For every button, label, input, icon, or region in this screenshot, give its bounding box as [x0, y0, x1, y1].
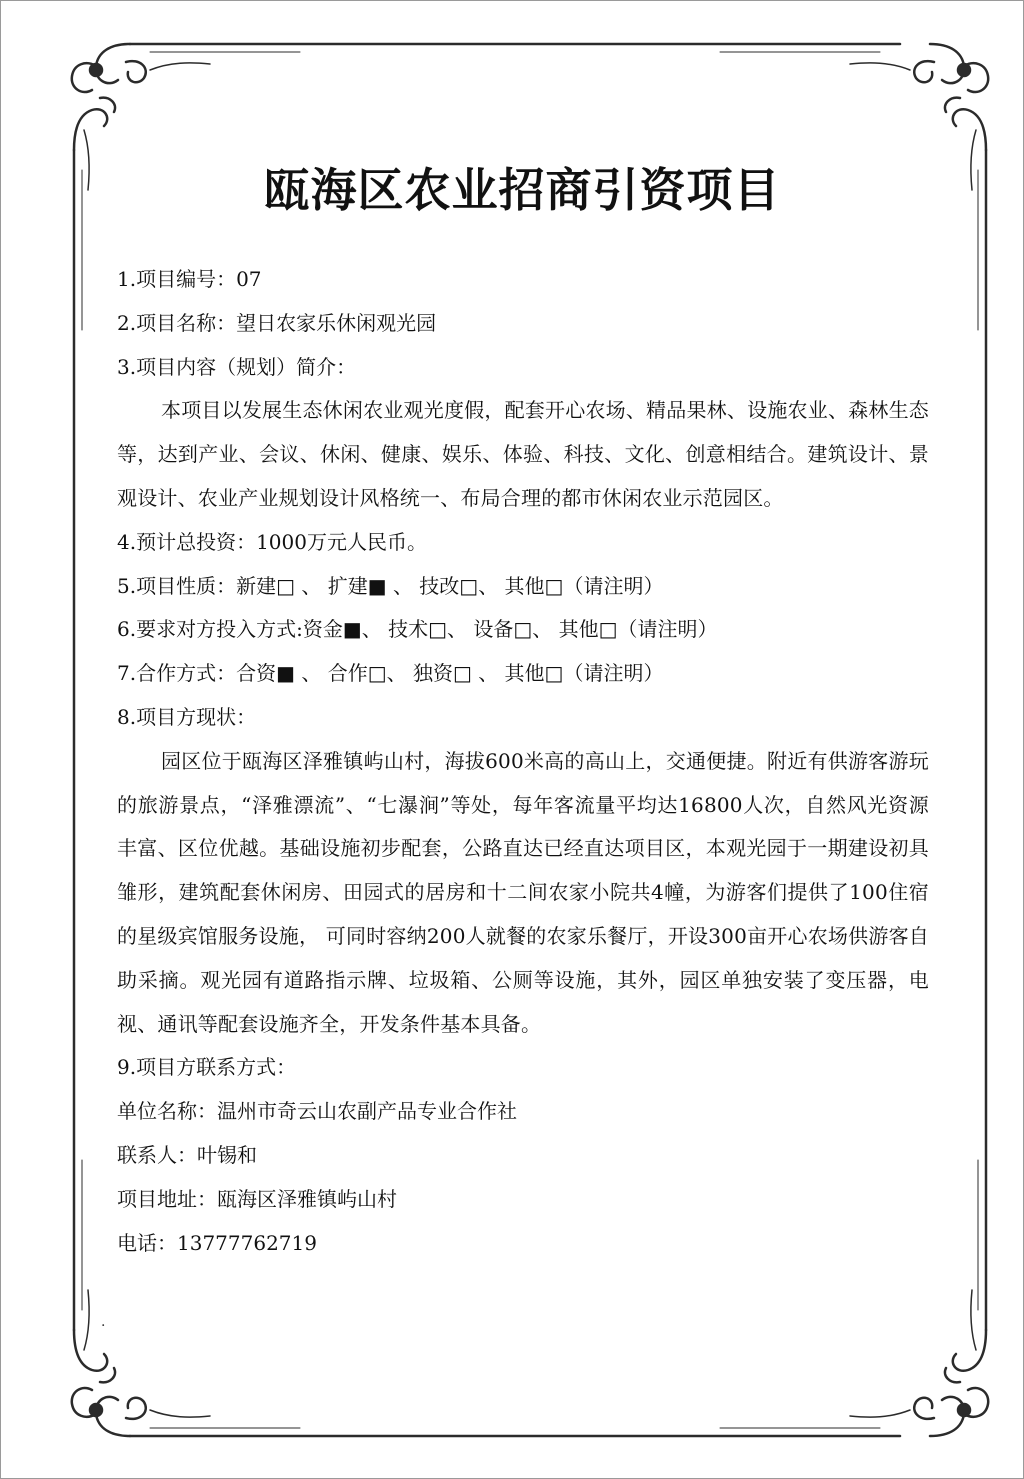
corner-ornament-bottom-right — [850, 1290, 988, 1436]
investment-method: 6.要求对方投入方式:资金■、 技术□、 设备□、 其他□（请注明） — [117, 617, 718, 642]
project-status-heading: 8.项目方现状： — [117, 704, 257, 729]
project-address: 项目地址：瓯海区泽雅镇屿山村 — [117, 1186, 397, 1211]
phone-number: 电话：13777762719 — [117, 1230, 317, 1255]
total-investment: 4.预计总投资：1000万元人民币。 — [117, 529, 427, 554]
project-name: 2.项目名称：望日农家乐休闲观光园 — [117, 310, 437, 335]
contact-heading: 9.项目方联系方式： — [117, 1055, 297, 1080]
document-body — [117, 258, 929, 1265]
project-status-body: 园区位于瓯海区泽雅镇屿山村，海拔600米高的高山上，交通便捷。附近有供游客游玩的旅游景点，“泽雅漂流”、“七瀑涧”等处，每年客流量平均达16800人次，自然风光资源丰富、区位优越。基础设施初步配套，公路直达已经直达项目区，本观光园于一期建设初具雏形，建筑配套休闲房、田园式的居房和十二间农家小院共4幢，为游客们提供了100住宿的星级宾馆服务设施， 可同时容纳200人就餐的农家乐餐厅，开设300亩开心农场供游客自助采摘。观光园有道路指示牌、垃圾箱、公厕等设施，其外，园区单独安装了变压器，电视、通讯等配套设施齐全，开发条件基本具备。 — [117, 748, 929, 1036]
project-nature: 5.项目性质：新建□ 、 扩建■ 、 技改□、 其他□（请注明） — [117, 573, 664, 598]
project-intro-body: 本项目以发展生态休闲农业观光度假，配套开心农场、精品果林、设施农业、森林生态等，达到产业、会议、休闲、健康、娱乐、体验、科技、文化、创意相结合。建筑设计、景观设计、农业产业规划设计风格统一、布局合理的都市休闲农业示范园区。 — [117, 398, 929, 510]
bullet-dot: · — [101, 1318, 106, 1334]
corner-ornament-bottom-left — [72, 1290, 210, 1436]
unit-name: 单位名称：温州市奇云山农副产品专业合作社 — [117, 1099, 517, 1124]
project-number: 1.项目编号：07 — [117, 267, 262, 291]
cooperation-method: 7.合作方式：合资■ 、 合作□、 独资□ 、 其他□（请注明） — [117, 661, 664, 686]
project-intro-heading: 3.项目内容（规划）简介： — [117, 354, 357, 379]
contact-person: 联系人：叶锡和 — [117, 1142, 257, 1167]
document-title: 瓯海区农业招商引资项目 — [263, 163, 781, 217]
